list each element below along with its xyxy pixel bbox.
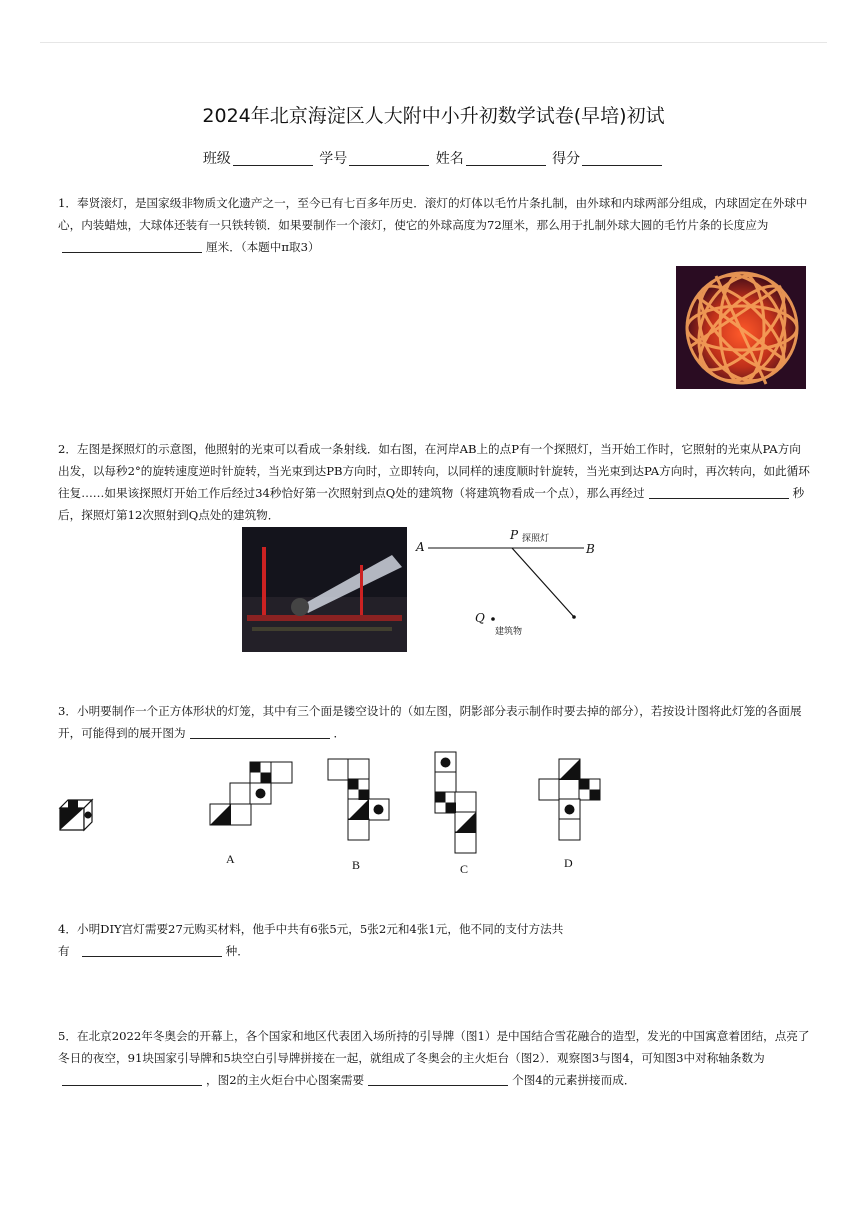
question-5-text-mid: ，图2的主火炬台中心图案需要: [206, 1073, 365, 1087]
question-5: [58, 1025, 810, 1091]
question-4-answer-blank[interactable]: [82, 944, 222, 957]
page-title: 2024年北京海淀区人大附中小升初数学试卷(早培)初试: [202, 105, 665, 127]
question-2: [58, 438, 810, 526]
question-4-text: 4．小明DIY宫灯需要27元购买材料，他手中共有6张5元，5张2元和4张1元，他不同的支付方法共: [58, 922, 564, 936]
question-5-answer-blank-1[interactable]: [62, 1073, 202, 1086]
option-b-label[interactable]: B: [352, 858, 361, 872]
point-a-label: A: [416, 540, 425, 554]
option-b-net[interactable]: [326, 757, 394, 847]
field-class-blank[interactable]: [233, 151, 313, 166]
point-p-label: P: [510, 528, 519, 542]
question-3: [58, 700, 810, 744]
question-1: [58, 192, 810, 258]
field-id-label: 学号: [319, 151, 348, 167]
cube-lantern-figure: [58, 798, 96, 836]
question-4: [58, 918, 658, 962]
question-5-answer-blank-2[interactable]: [368, 1073, 508, 1086]
option-a-label[interactable]: A: [226, 852, 235, 866]
question-1-text-tail: 厘米．（本题中π取3）: [206, 240, 320, 254]
header-divider: [40, 42, 827, 43]
option-d-label[interactable]: D: [564, 856, 573, 870]
point-b-label: B: [586, 542, 595, 556]
question-4-text-b: 有: [58, 944, 70, 958]
question-1-text: 1．奉贤滚灯，是国家级非物质文化遗产之一，至今已有七百多年历史．滚灯的灯体以毛竹片条扎制，由外球和内球两部分组成，内球固定在外球中心，内装蜡烛，大球体还装有一只铁转锁．如果要制作一个滚灯，使它的外球高度为72厘米，那么用于扎制外球大圆的毛竹片条的长度应为: [58, 196, 808, 232]
searchlight-photo: [242, 527, 407, 652]
question-4-text-tail: 种．: [225, 944, 249, 958]
field-id-blank[interactable]: [349, 151, 429, 166]
field-name-blank[interactable]: [466, 151, 546, 166]
field-name-label: 姓名: [435, 151, 464, 167]
option-d-net[interactable]: [537, 757, 605, 847]
option-c-net[interactable]: [433, 750, 481, 862]
field-class-label: 班级: [202, 151, 231, 167]
question-2-text-tail: 秒后，探照灯第12次照射到Q点处的建筑物．: [58, 486, 805, 522]
question-5-text-tail: 个图4的元素拼接而成．: [512, 1073, 636, 1087]
question-1-answer-blank[interactable]: [62, 240, 202, 253]
question-2-answer-blank[interactable]: [649, 486, 789, 499]
question-5-text: 5．在北京2022年冬奥会的开幕上，各个国家和地区代表团入场所持的引导牌（图1）是中国结合雪花融合的造型，发光的中国寓意着团结，点亮了冬日的夜空，91块国家引导牌和5块空白引导牌拼接在一起，就组成了冬奥会的主火炬台（图2）．观察图3与图4，可知图3中对称轴条数为: [58, 1029, 810, 1065]
searchlight-note: 探照灯: [522, 534, 550, 544]
point-q-label: Q: [475, 611, 485, 625]
option-a-net[interactable]: [208, 760, 294, 832]
student-info-line: [0, 148, 867, 168]
bamboo-lantern-photo: [676, 266, 806, 389]
option-c-label[interactable]: C: [460, 862, 469, 876]
question-3-text-tail: ．: [333, 726, 346, 740]
question-3-answer-blank[interactable]: [190, 726, 330, 739]
field-score-blank[interactable]: [582, 151, 662, 166]
question-2-text: 2．左图是探照灯的示意图，他照射的光束可以看成一条射线．如右图，在河岸AB上的点P有一个探照灯，当开始工作时，它照射的光束从PA方向出发，以每秒2°的旋转速度逆时针旋转，当光束到达PB方向时，立即转向，以同样的速度顺时针旋转，当光束到达PA方向时，再次转向，如此循环往复……如果该探照灯开始工作后经过34秒恰好第一次照射到点Q处的建筑物（将建筑物看成一个点），那么再经过: [58, 442, 810, 500]
searchlight-diagram: [412, 524, 612, 648]
building-note: 建筑物: [495, 627, 523, 637]
question-3-text: 3．小明要制作一个正方体形状的灯笼，其中有三个面是镂空设计的（如左图，阴影部分表示制作时要去掉的部分），若按设计图将此灯笼的各面展开，可能得到的展开图为: [58, 704, 802, 740]
field-score-label: 得分: [552, 151, 581, 167]
